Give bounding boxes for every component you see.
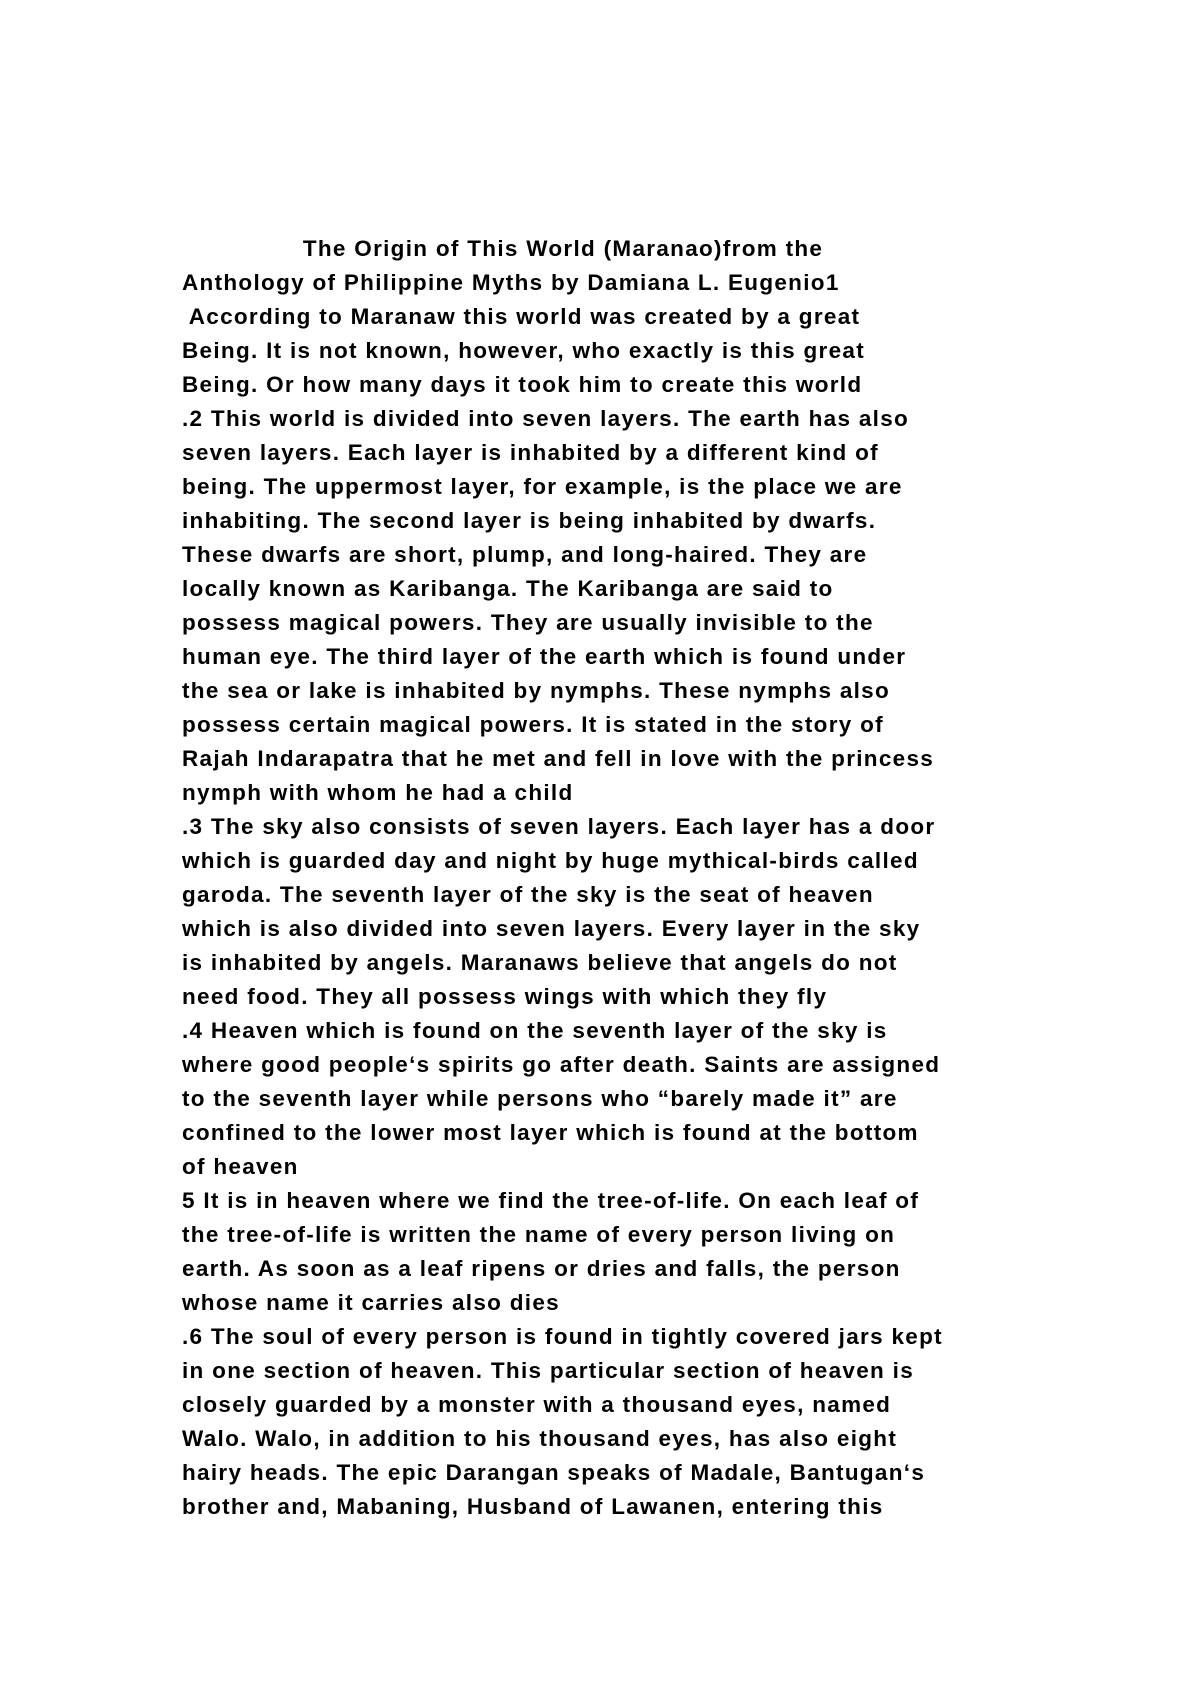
paragraph-line: whose name it carries also dies: [182, 1290, 560, 1315]
paragraph-line: which is also divided into seven layers. Every layer in the sky: [182, 916, 921, 941]
paragraph-line: nymph with whom he had a child: [182, 780, 574, 805]
paragraph-line: garoda. The seventh layer of the sky is the seat of heaven: [182, 882, 874, 907]
paragraph-line: Walo. Walo, in addition to his thousand eyes, has also eight: [182, 1426, 898, 1451]
document-body: [182, 232, 1082, 1524]
paragraph-line: According to Maranaw this world was created by a great: [182, 304, 861, 329]
paragraph-line: Rajah Indarapatra that he met and fell in love with the princess: [182, 746, 935, 771]
paragraph-line: of heaven: [182, 1154, 299, 1179]
paragraph-line: locally known as Karibanga. The Karibanga are said to: [182, 576, 834, 601]
paragraph-line: hairy heads. The epic Darangan speaks of Madale, Bantugan‘s: [182, 1460, 926, 1485]
paragraph-line: need food. They all possess wings with which they fly: [182, 984, 828, 1009]
paragraph-line: closely guarded by a monster with a thousand eyes, named: [182, 1392, 892, 1417]
paragraph-line: which is guarded day and night by huge mythical-birds called: [182, 848, 919, 873]
paragraph-line: inhabiting. The second layer is being inhabited by dwarfs.: [182, 508, 877, 533]
paragraph-line: Being. Or how many days it took him to create this world: [182, 372, 863, 397]
document-title-line-2: Anthology of Philippine Myths by Damiana L. Eugenio1: [182, 270, 840, 295]
paragraph-line: seven layers. Each layer is inhabited by a different kind of: [182, 440, 879, 465]
paragraph-line: .2 This world is divided into seven layers. The earth has also: [182, 406, 910, 431]
paragraph-line: brother and, Mabaning, Husband of Lawanen, entering this: [182, 1494, 884, 1519]
paragraph-line: Being. It is not known, however, who exactly is this great: [182, 338, 866, 363]
paragraph-line: human eye. The third layer of the earth which is found under: [182, 644, 907, 669]
paragraph-line: possess certain magical powers. It is stated in the story of: [182, 712, 884, 737]
paragraph-line: to the seventh layer while persons who “barely made it” are: [182, 1086, 898, 1111]
paragraph-line: 5 It is in heaven where we find the tree-of-life. On each leaf of: [182, 1188, 920, 1213]
paragraph-line: the tree-of-life is written the name of every person living on: [182, 1222, 896, 1247]
paragraph-line: in one section of heaven. This particular section of heaven is: [182, 1358, 915, 1383]
paragraph-line: where good people‘s spirits go after death. Saints are assigned: [182, 1052, 941, 1077]
paragraph-line: .3 The sky also consists of seven layers. Each layer has a door: [182, 814, 936, 839]
paragraph-line: confined to the lower most layer which is found at the bottom: [182, 1120, 919, 1145]
document-title-line-1: The Origin of This World (Maranao)from the: [182, 236, 824, 261]
paragraph-line: being. The uppermost layer, for example, is the place we are: [182, 474, 903, 499]
paragraph-line: is inhabited by angels. Maranaws believe that angels do not: [182, 950, 898, 975]
paragraph-line: earth. As soon as a leaf ripens or dries and falls, the person: [182, 1256, 901, 1281]
paragraph-line: .6 The soul of every person is found in tightly covered jars kept: [182, 1324, 943, 1349]
paragraph-line: These dwarfs are short, plump, and long-haired. They are: [182, 542, 868, 567]
paragraph-line: the sea or lake is inhabited by nymphs. These nymphs also: [182, 678, 891, 703]
paragraph-line: .4 Heaven which is found on the seventh layer of the sky is: [182, 1018, 888, 1043]
paragraph-line: possess magical powers. They are usually invisible to the: [182, 610, 874, 635]
